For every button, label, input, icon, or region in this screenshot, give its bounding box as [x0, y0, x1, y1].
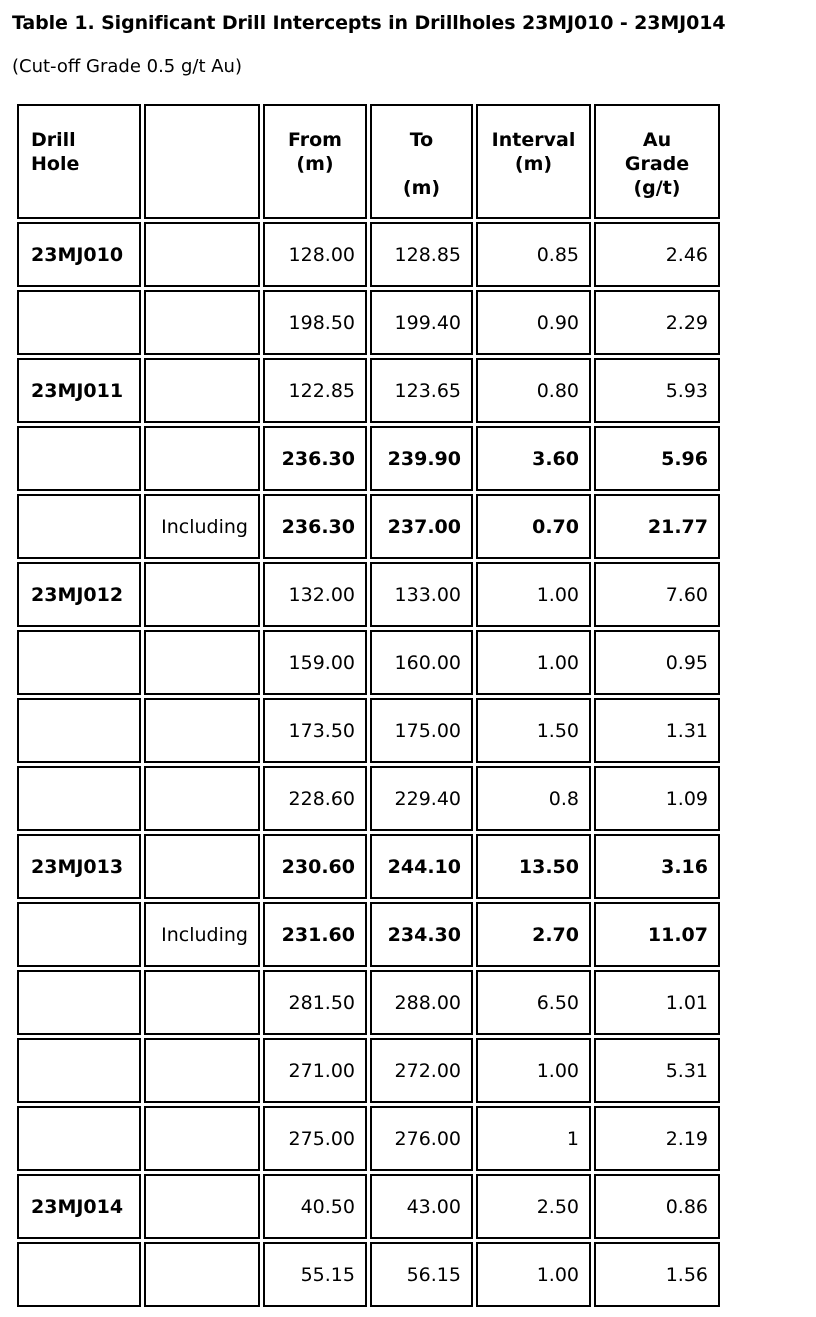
header-from-line2: (m)	[296, 153, 334, 175]
cell-from: 132.00	[263, 562, 367, 627]
cell-qualifier	[144, 970, 260, 1035]
table-row	[17, 1174, 720, 1239]
cell-interval: 1.00	[476, 562, 591, 627]
cell-interval: 1.00	[476, 1038, 591, 1103]
header-from-line1: From	[288, 129, 342, 151]
cell-from: 173.50	[263, 698, 367, 763]
table-row	[17, 1242, 720, 1307]
header-from	[263, 104, 367, 219]
header-drill-hole	[17, 104, 141, 219]
cell-drill-hole	[17, 1242, 141, 1307]
cell-qualifier	[144, 1174, 260, 1239]
header-to-line2: (m)	[402, 177, 441, 199]
cell-to: 234.30	[370, 902, 473, 967]
cell-au-grade: 1.09	[594, 766, 720, 831]
cell-to: 133.00	[370, 562, 473, 627]
cell-au-grade: 5.93	[594, 358, 720, 423]
cell-from: 271.00	[263, 1038, 367, 1103]
cell-from: 281.50	[263, 970, 367, 1035]
cell-drill-hole: 23MJ011	[17, 358, 141, 423]
cell-to: 175.00	[370, 698, 473, 763]
cell-to: 272.00	[370, 1038, 473, 1103]
cell-au-grade: 5.96	[594, 426, 720, 491]
cell-qualifier	[144, 562, 260, 627]
cell-drill-hole	[17, 1106, 141, 1171]
cell-drill-hole	[17, 630, 141, 695]
cell-interval: 0.90	[476, 290, 591, 355]
cell-to: 128.85	[370, 222, 473, 287]
table-row	[17, 1038, 720, 1103]
cell-to: 239.90	[370, 426, 473, 491]
cell-au-grade: 5.31	[594, 1038, 720, 1103]
header-interval	[476, 104, 591, 219]
cell-qualifier: Including	[144, 494, 260, 559]
cell-to: 276.00	[370, 1106, 473, 1171]
cell-interval: 13.50	[476, 834, 591, 899]
cell-au-grade: 2.19	[594, 1106, 720, 1171]
cell-interval: 1.00	[476, 630, 591, 695]
table-row	[17, 834, 720, 899]
cell-interval: 1.00	[476, 1242, 591, 1307]
cell-drill-hole	[17, 426, 141, 491]
cell-qualifier	[144, 1038, 260, 1103]
cell-qualifier	[144, 766, 260, 831]
cell-qualifier	[144, 698, 260, 763]
cell-from: 228.60	[263, 766, 367, 831]
cell-au-grade: 7.60	[594, 562, 720, 627]
drill-intercepts-table	[14, 101, 723, 1310]
table-subtitle: (Cut-off Grade 0.5 g/t Au)	[12, 56, 242, 77]
cell-interval: 2.70	[476, 902, 591, 967]
cell-drill-hole: 23MJ014	[17, 1174, 141, 1239]
cell-qualifier	[144, 1242, 260, 1307]
cell-drill-hole	[17, 290, 141, 355]
cell-au-grade: 1.31	[594, 698, 720, 763]
cell-from: 230.60	[263, 834, 367, 899]
cell-from: 128.00	[263, 222, 367, 287]
header-to	[370, 104, 473, 219]
cell-drill-hole	[17, 698, 141, 763]
cell-drill-hole	[17, 1038, 141, 1103]
table-row	[17, 426, 720, 491]
cell-to: 123.65	[370, 358, 473, 423]
header-interval-line2: (m)	[514, 153, 553, 175]
cell-qualifier	[144, 834, 260, 899]
cell-from: 159.00	[263, 630, 367, 695]
cell-interval: 0.70	[476, 494, 591, 559]
table-row	[17, 970, 720, 1035]
cell-drill-hole: 23MJ013	[17, 834, 141, 899]
header-au-line3: (g/t)	[633, 177, 681, 199]
cell-interval: 1.50	[476, 698, 591, 763]
header-au-line1: Au	[642, 129, 672, 151]
table-row	[17, 1106, 720, 1171]
cell-drill-hole	[17, 902, 141, 967]
header-drill-hole-line1: Drill	[31, 129, 76, 151]
cell-qualifier: Including	[144, 902, 260, 967]
table-row	[17, 630, 720, 695]
cell-qualifier	[144, 358, 260, 423]
cell-from: 236.30	[263, 426, 367, 491]
cell-au-grade: 0.86	[594, 1174, 720, 1239]
cell-to: 288.00	[370, 970, 473, 1035]
cell-qualifier	[144, 1106, 260, 1171]
header-qualifier	[144, 104, 260, 219]
cell-from: 231.60	[263, 902, 367, 967]
table-row	[17, 698, 720, 763]
cell-au-grade: 21.77	[594, 494, 720, 559]
cell-interval: 3.60	[476, 426, 591, 491]
table-title: Table 1. Significant Drill Intercepts in Drillholes 23MJ010 - 23MJ014	[12, 12, 726, 34]
table-row	[17, 766, 720, 831]
header-au-line2: Grade	[624, 153, 690, 175]
cell-interval: 0.8	[476, 766, 591, 831]
cell-from: 236.30	[263, 494, 367, 559]
header-row	[17, 104, 720, 219]
table-row	[17, 562, 720, 627]
table-row	[17, 222, 720, 287]
cell-to: 199.40	[370, 290, 473, 355]
cell-qualifier	[144, 426, 260, 491]
cell-from: 40.50	[263, 1174, 367, 1239]
header-to-line1: To	[409, 129, 434, 151]
cell-drill-hole: 23MJ012	[17, 562, 141, 627]
cell-to: 229.40	[370, 766, 473, 831]
cell-qualifier	[144, 630, 260, 695]
cell-interval: 1	[476, 1106, 591, 1171]
table-row	[17, 902, 720, 967]
header-au-grade	[594, 104, 720, 219]
table-body	[17, 222, 720, 1307]
cell-qualifier	[144, 222, 260, 287]
table-row	[17, 494, 720, 559]
cell-interval: 0.85	[476, 222, 591, 287]
cell-to: 237.00	[370, 494, 473, 559]
cell-interval: 6.50	[476, 970, 591, 1035]
cell-drill-hole	[17, 766, 141, 831]
cell-interval: 0.80	[476, 358, 591, 423]
header-drill-hole-line2: Hole	[31, 153, 80, 175]
table-row	[17, 358, 720, 423]
cell-to: 56.15	[370, 1242, 473, 1307]
cell-au-grade: 3.16	[594, 834, 720, 899]
cell-qualifier	[144, 290, 260, 355]
cell-from: 55.15	[263, 1242, 367, 1307]
cell-to: 160.00	[370, 630, 473, 695]
cell-drill-hole	[17, 970, 141, 1035]
cell-au-grade: 2.46	[594, 222, 720, 287]
cell-drill-hole: 23MJ010	[17, 222, 141, 287]
header-interval-line1: Interval	[491, 129, 576, 151]
table-row	[17, 290, 720, 355]
cell-au-grade: 1.01	[594, 970, 720, 1035]
cell-to: 244.10	[370, 834, 473, 899]
cell-au-grade: 11.07	[594, 902, 720, 967]
cell-au-grade: 1.56	[594, 1242, 720, 1307]
cell-to: 43.00	[370, 1174, 473, 1239]
cell-au-grade: 2.29	[594, 290, 720, 355]
cell-from: 198.50	[263, 290, 367, 355]
cell-from: 275.00	[263, 1106, 367, 1171]
cell-from: 122.85	[263, 358, 367, 423]
cell-interval: 2.50	[476, 1174, 591, 1239]
cell-drill-hole	[17, 494, 141, 559]
cell-au-grade: 0.95	[594, 630, 720, 695]
